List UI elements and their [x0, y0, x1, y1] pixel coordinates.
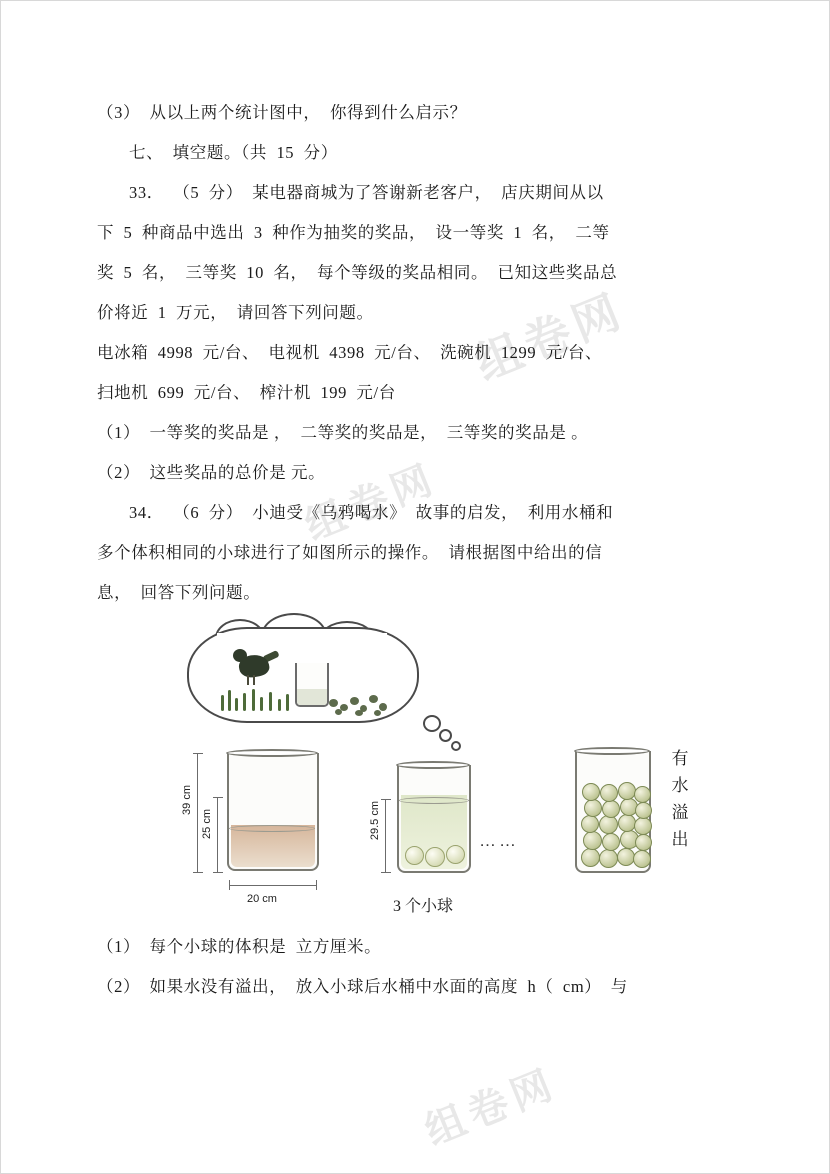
document-body [97, 93, 737, 1007]
watermark: 组卷网 [467, 282, 633, 392]
question-line: 多个体积相同的小球进行了如图所示的操作。 请根据图中给出的信 [97, 543, 603, 562]
question-line: （2） 如果水没有溢出， 放入小球后水桶中水面的高度 h（ cm） 与 [97, 977, 628, 996]
bucket-one-rim [226, 749, 318, 757]
dim-295-line [385, 799, 386, 873]
dim-25-line [217, 797, 218, 873]
question-line: 价将近 1 万元， 请回答下列问题。 [97, 303, 374, 322]
cloud-jar-water [297, 689, 327, 705]
bucket-three-body [575, 751, 651, 873]
bucket-two-body [397, 765, 471, 873]
section-heading: 七、 填空题。（共 15 分） [129, 143, 338, 162]
cloud-jar-icon [295, 663, 329, 707]
thought-bubble [451, 741, 461, 751]
dim-20-tick [316, 880, 317, 890]
bucket-one [227, 749, 319, 873]
ellipsis-label: …… [479, 831, 519, 850]
dim-39-tick [193, 753, 203, 754]
bucket-two [397, 761, 471, 873]
dim-295-tick [381, 799, 391, 800]
dim-20-line [229, 885, 317, 886]
ball [425, 847, 445, 867]
dim-20-label: 20 cm [247, 893, 277, 905]
question-line: （2） 这些奖品的总价是 元。 [97, 463, 326, 482]
dim-295-tick [381, 872, 391, 873]
crow-leg [253, 675, 255, 685]
question-line: （1） 每个小球的体积是 立方厘米。 [97, 937, 382, 956]
ball [405, 846, 424, 865]
thought-bubble [439, 729, 452, 742]
bucket-three [575, 747, 651, 873]
bucket-three-rim [574, 747, 650, 755]
price-list-line: 电冰箱 4998 元/台、 电视机 4398 元/台、 洗碗机 1299 元/台、 [97, 343, 603, 362]
water-bucket-figure [97, 619, 737, 919]
dim-25-tick [213, 797, 223, 798]
question-line: （3） 从以上两个统计图中， 你得到什么启示？ [97, 103, 467, 122]
price-list-line: 扫地机 699 元/台、 榨汁机 199 元/台 [97, 383, 396, 402]
bucket-two-rim [396, 761, 470, 769]
ball [446, 845, 465, 864]
dim-20-tick [229, 880, 230, 890]
question-line: 33． （5 分） 某电器商城为了答谢新老客户， 店庆期间从以 [129, 183, 604, 202]
dim-25-label: 25 cm [201, 809, 213, 839]
cloud-scene [187, 627, 415, 719]
crow-leg [247, 675, 249, 685]
question-line: 下 5 种商品中选出 3 种作为抽奖的奖品， 设一等奖 1 名， 二等 [97, 223, 610, 242]
thought-cloud [187, 619, 417, 729]
overflow-caption: 有水溢出 [671, 749, 689, 849]
dim-39-tick [193, 872, 203, 873]
dim-39-line [197, 753, 198, 873]
bucket-two-caption: 3 个小球 [393, 898, 454, 915]
watermark: 组卷网 [298, 455, 444, 550]
question-line: 息， 回答下列问题。 [97, 583, 261, 602]
dim-295-label: 29.5 cm [369, 801, 381, 841]
question-line: 奖 5 名， 三等奖 10 名， 每个等级的奖品相同。 已知这些奖品总 [97, 263, 618, 282]
pebbles-icon [327, 685, 393, 717]
thought-bubble [423, 715, 441, 732]
crow-head [233, 649, 247, 662]
bucket-one-water-surface [229, 825, 315, 832]
bucket-one-body [227, 753, 319, 871]
question-line: （1） 一等奖的奖品是 ， 二等奖的奖品是， 三等奖的奖品是 。 [97, 423, 589, 442]
watermark: 组卷网 [418, 1060, 564, 1155]
question-line: 34． （6 分） 小迪受《乌鸦喝水》 故事的启发， 利用水桶和 [129, 503, 614, 522]
dim-39-label: 39 cm [181, 785, 193, 815]
grass-icon [219, 689, 299, 711]
dim-25-tick [213, 872, 223, 873]
bucket-two-water-surface [399, 797, 469, 804]
crow-icon [231, 649, 279, 691]
